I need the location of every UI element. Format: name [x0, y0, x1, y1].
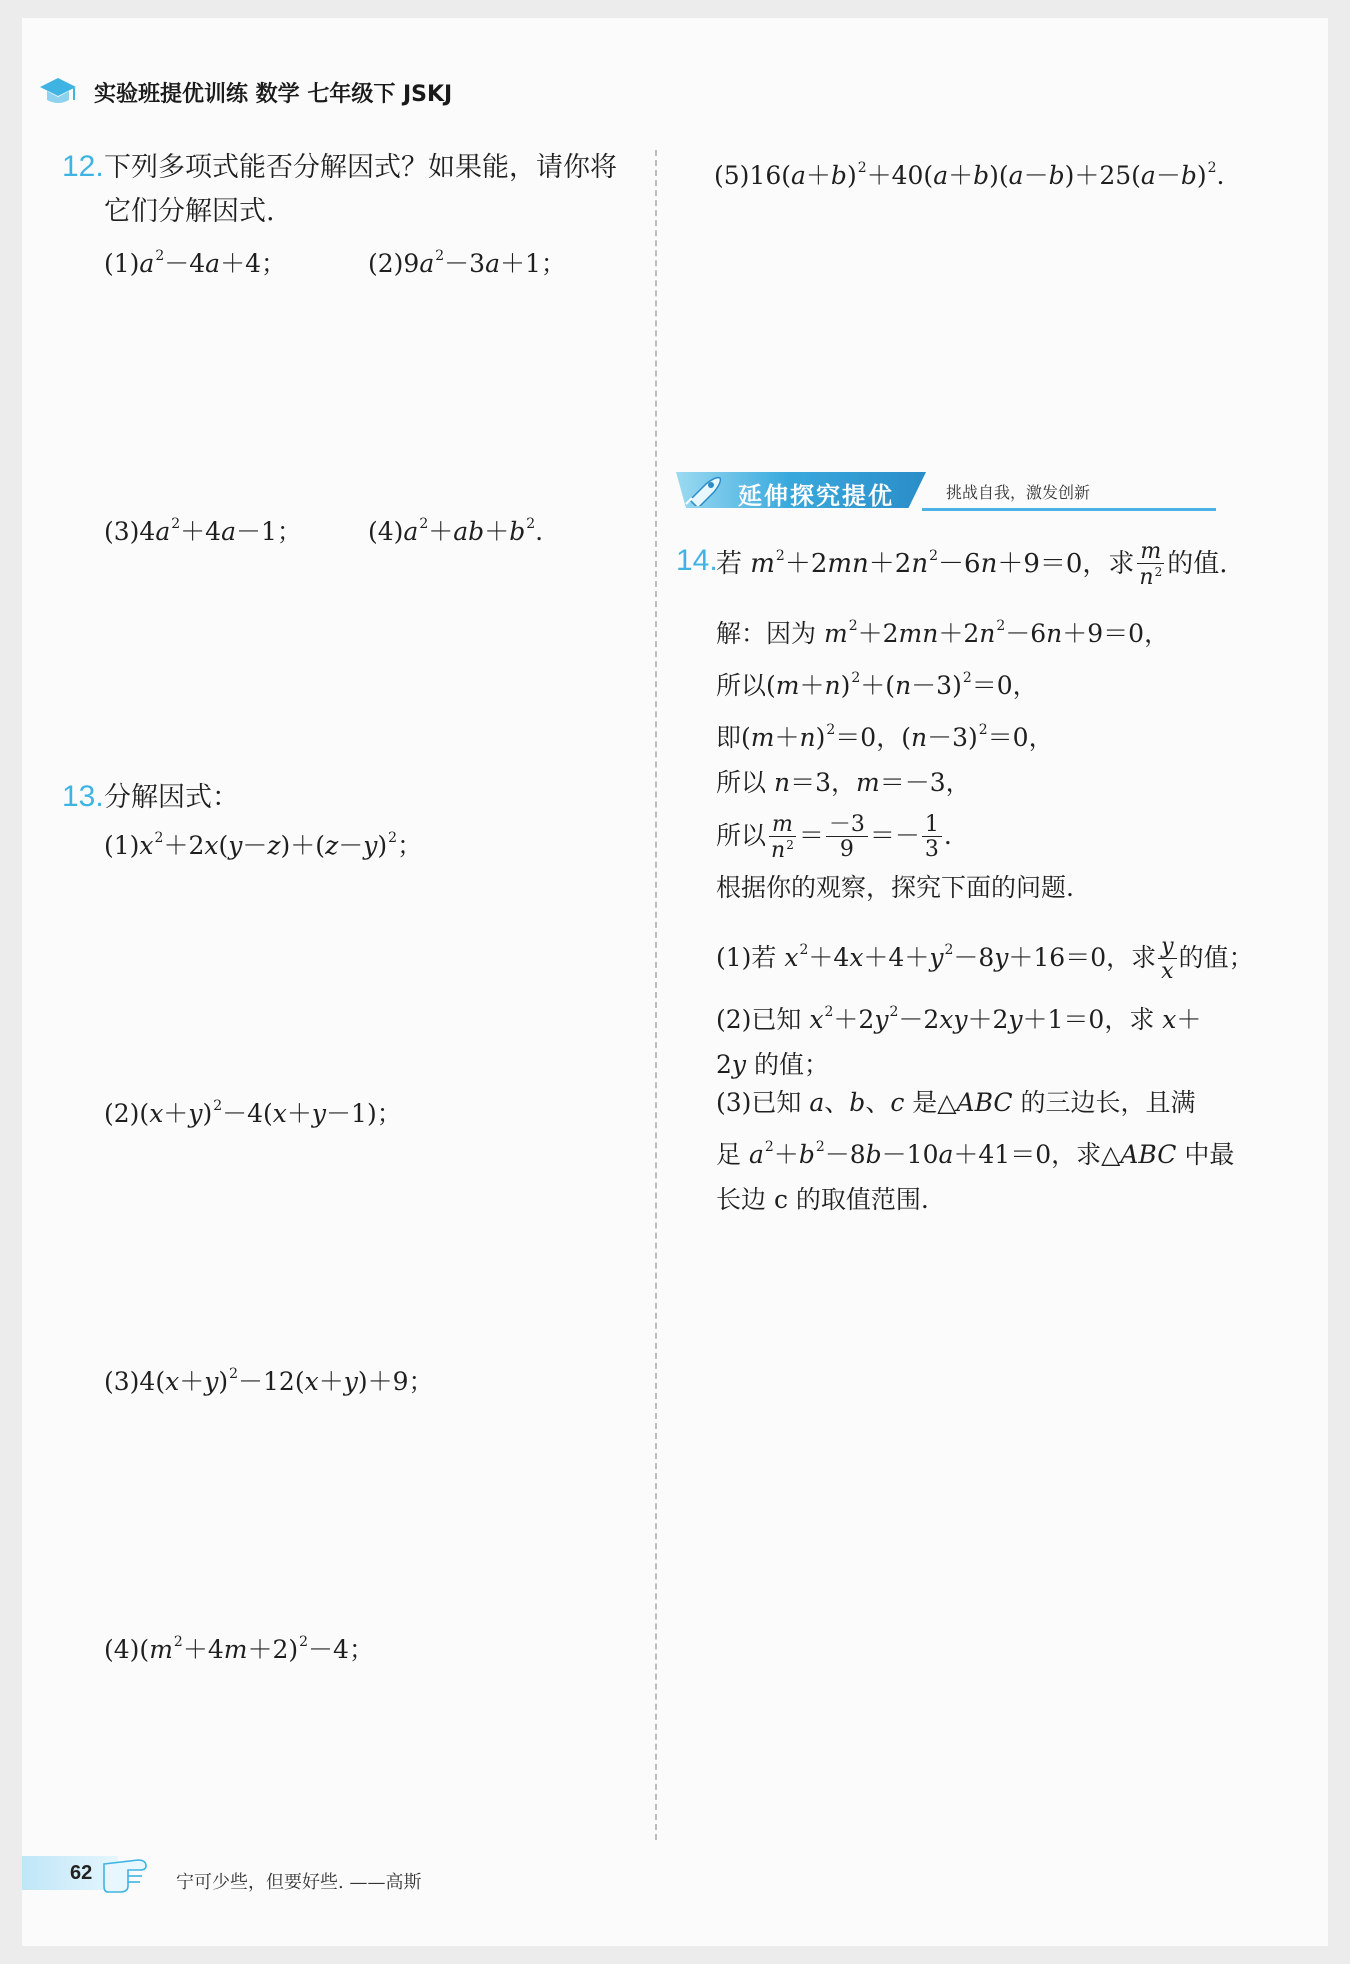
solution-line: 解：因为 $m^2+2mn+2n^2-6n+9=0$，	[716, 618, 1170, 648]
footer-quote: 宁可少些，但要好些. ——高斯	[176, 1872, 422, 1893]
explore-prompt: 根据你的观察，探究下面的问题.	[716, 873, 1074, 902]
sub-question: $(2)9a^2-3a+1$；	[368, 248, 566, 278]
sub-question: $(3)4a^2+4a-1$；	[104, 516, 302, 546]
banner-underline	[922, 508, 1216, 511]
question-number: 14.	[676, 544, 718, 577]
sub-question: $(3)4(x+y)^2-12(x+y)+9$；	[104, 1366, 434, 1396]
solution-line: 即$(m+n)^2=0$，$(n-3)^2=0$，	[716, 722, 1054, 752]
sub-question: (3)已知 a、b、c 是△ABC 的三边长，且满 足 $a^2+b^2-8b-10a+41=0$，求△ABC 中最 长边 c 的取值范围.	[716, 1088, 1235, 1214]
question-stem	[104, 146, 617, 234]
rocket-icon	[684, 474, 724, 506]
sub-question: (1)若 $x^2+4x+4+y^2-8y+16=0$，求 $\frac{y}{x}$ 的值；	[716, 934, 1254, 984]
stem-line: 它们分解因式.	[104, 196, 275, 227]
sub-question: $(2)(x+y)^2-4(x+y-1)$；	[104, 1098, 402, 1128]
section-title: 延伸探究提优	[738, 482, 894, 510]
question-number: 12.	[62, 150, 104, 183]
question-number: 13.	[62, 780, 104, 813]
pointing-hand-icon	[98, 1846, 162, 1896]
stem-line: 下列多项式能否分解因式？如果能，请你将	[104, 152, 617, 183]
section-banner	[676, 470, 1216, 512]
sub-question: $(1)a^2-4a+4$；	[104, 248, 286, 278]
question-stem: 分解因式：	[104, 782, 239, 813]
solution-line: 所以 $\frac{m}{n^2}$ ＝ $\frac{-3}{9}$ ＝－ $\frac{1}{3}$ .	[716, 811, 952, 863]
graduation-cap-icon	[38, 72, 78, 112]
solution-line: 所以$(m+n)^2+(n-3)^2=0$，	[716, 670, 1038, 700]
sub-question: $(1)x^2+2x(y-z)+(z-y)^2$；	[104, 830, 423, 860]
question-stem: 若 $m^2+2mn+2n^2-6n+9=0$，求 $\frac{m}{n^2}$ 的值.	[716, 539, 1228, 590]
sub-question: $(4)(m^2+4m+2)^2-4$；	[104, 1634, 374, 1664]
book-title: 实验班提优训练 数学 七年级下 JSKJ	[94, 81, 453, 107]
solution-line: 所以 n＝3，m＝－3，	[716, 768, 971, 797]
column-divider	[655, 150, 657, 1840]
header	[38, 72, 452, 112]
sub-question: (2)已知 $x^2+2y^2-2xy+2y+1=0$，求 x＋ 2y 的值；	[716, 1004, 1202, 1079]
section-subtitle: 挑战自我，激发创新	[946, 483, 1091, 502]
sub-question: $(5)16(a+b)^2+40(a+b)(a-b)+25(a-b)^2$.	[714, 160, 1225, 190]
page-number: 62	[22, 1856, 118, 1890]
sub-question: $(4)a^2+ab+b^2$.	[368, 516, 544, 546]
solution	[716, 604, 1169, 862]
